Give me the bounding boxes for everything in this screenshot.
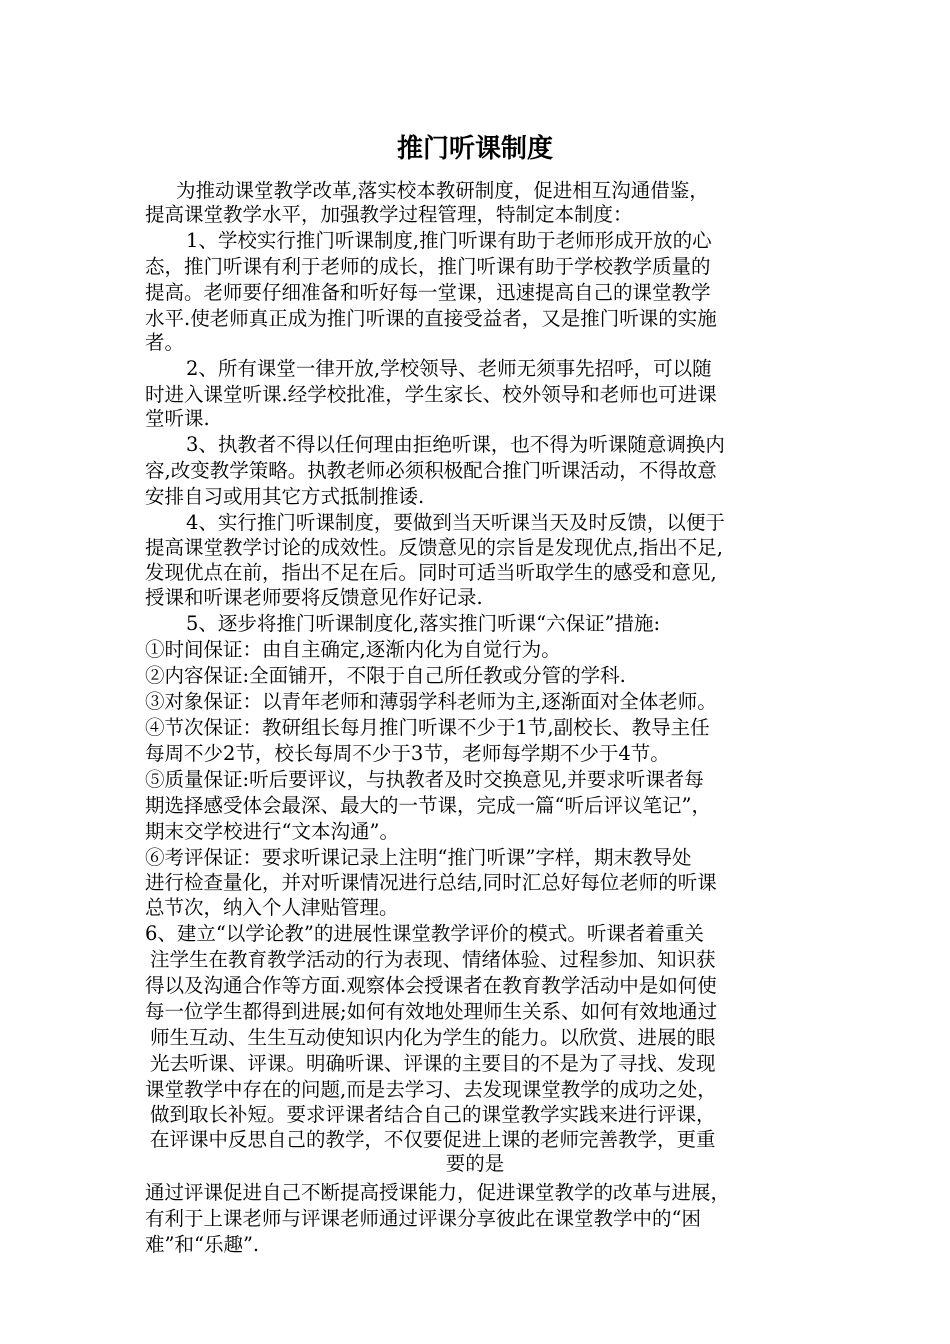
text-line: 1、学校实行推门听课制度,推门听课有助于老师形成开放的心	[186, 229, 712, 252]
text-line: 每周不少2节，校长每周不少于3节，老师每学期不少于4节。	[145, 742, 670, 765]
text-line: 水平.使老师真正成为推门听课的直接受益者，又是推门听课的实施	[145, 307, 717, 330]
document-title: 推门听课制度	[396, 134, 553, 164]
text-line: 者。	[145, 331, 185, 354]
text-line: 有利于上课老师与评课老师通过评课分享彼此在课堂教学中的“困	[145, 1207, 701, 1230]
text-line: 安排自习或用其它方式抵制推诿.	[145, 485, 425, 508]
text-line: 3、执教者不得以任何理由拒绝听课，也不得为听课随意调换内	[186, 433, 725, 456]
text-line: 4、实行推门听课制度，要做到当天听课当天及时反馈，以便于	[186, 511, 725, 534]
text-line: 态，推门听课有利于老师的成长，推门听课有助于学校教学质量的	[145, 255, 711, 278]
text-line: 总节次，纳入个人津贴管理。	[145, 896, 399, 919]
text-line: 发现优点在前，指出不足在后。同时可适当听取学生的感受和意见,	[145, 561, 717, 584]
text-line: 每一位学生都得到进展;如何有效地处理师生关系、如何有效地通过	[145, 1000, 718, 1023]
text-line: 通过评课促进自己不断提高授课能力，促进课堂教学的改革与进展，	[145, 1181, 731, 1204]
text-line: 6、建立“以学论教”的进展性课堂教学评价的模式。听课者着重关	[145, 922, 704, 945]
text-line: 提高课堂教学水平，加强教学过程管理，特制定本制度：	[145, 203, 633, 226]
text-line: ②内容保证:全面铺开，不限于自己所任教或分管的学科.	[145, 664, 626, 687]
text-line: 为推动课堂教学改革,落实校本教研制度，促进相互沟通借鉴，	[176, 179, 709, 202]
text-line: 注学生在教育教学活动的行为表现、情绪体验、过程参加、知识获	[150, 948, 716, 971]
text-line: 堂听课.	[145, 407, 210, 430]
text-line: ①时间保证：由自主确定,逐渐内化为自觉行为。	[145, 638, 561, 661]
text-line: 做到取长补短。要求评课者结合自己的课堂教学实践来进行评课，	[150, 1103, 716, 1126]
text-line: 进行检查量化，并对听课情况进行总结,同时汇总好每位老师的听课	[145, 871, 717, 894]
text-line: 课堂教学中存在的问题,而是去学习、去发现课堂教学的成功之处，	[145, 1078, 717, 1101]
text-line: 要的是	[445, 1152, 505, 1175]
text-line: 2、所有课堂一律开放,学校领导、老师无须事先招呼，可以随	[186, 357, 712, 380]
text-line: 5、逐步将推门听课制度化,落实推门听课“六保证”措施:	[186, 612, 661, 635]
text-line: 授课和听课老师要将反馈意见作好记录.	[145, 586, 483, 609]
text-line: 容,改变教学策略。执教老师必须积极配合推门听课活动，不得故意	[145, 459, 717, 482]
text-line: ④节次保证：教研组长每月推门听课不少于1节,副校长、教导主任	[145, 716, 710, 739]
text-line: 期末交学校进行“文本沟通”。	[145, 820, 399, 843]
text-line: ⑤质量保证:听后要评议，与执教者及时交换意见,并要求听课者每	[145, 768, 704, 791]
text-line: ⑥考评保证：要求听课记录上注明“推门听课”字样，期末教导处	[145, 846, 692, 869]
text-line: 得以及沟通合作等方面.观察体会授课者在教育教学活动中是如何使	[145, 974, 717, 997]
text-line: 提高课堂教学讨论的成效性。反馈意见的宗旨是发现优点,指出不足,	[145, 536, 723, 559]
text-line: 提高。老师要仔细准备和听好每一堂课，迅速提高自己的课堂教学	[145, 281, 711, 304]
text-line: 光去听课、评课。明确听课、评课的主要目的不是为了寻找、发现	[150, 1052, 716, 1075]
text-line: 期选择感受体会最深、最大的一节课，完成一篇“听后评议笔记”，	[145, 794, 711, 817]
text-line: 时进入课堂听课.经学校批准，学生家长、校外领导和老师也可进课	[145, 383, 717, 406]
text-line: 师生互动、生生互动使知识内化为学生的能力。以欣赏、进展的眼	[150, 1026, 716, 1049]
text-line: ③对象保证：以青年老师和薄弱学科老师为主,逐渐面对全体老师。	[145, 690, 717, 713]
text-line: 难”和“乐趣”.	[145, 1233, 260, 1256]
text-line: 在评课中反思自己的教学，不仅要促进上课的老师完善教学，更重	[150, 1128, 716, 1151]
